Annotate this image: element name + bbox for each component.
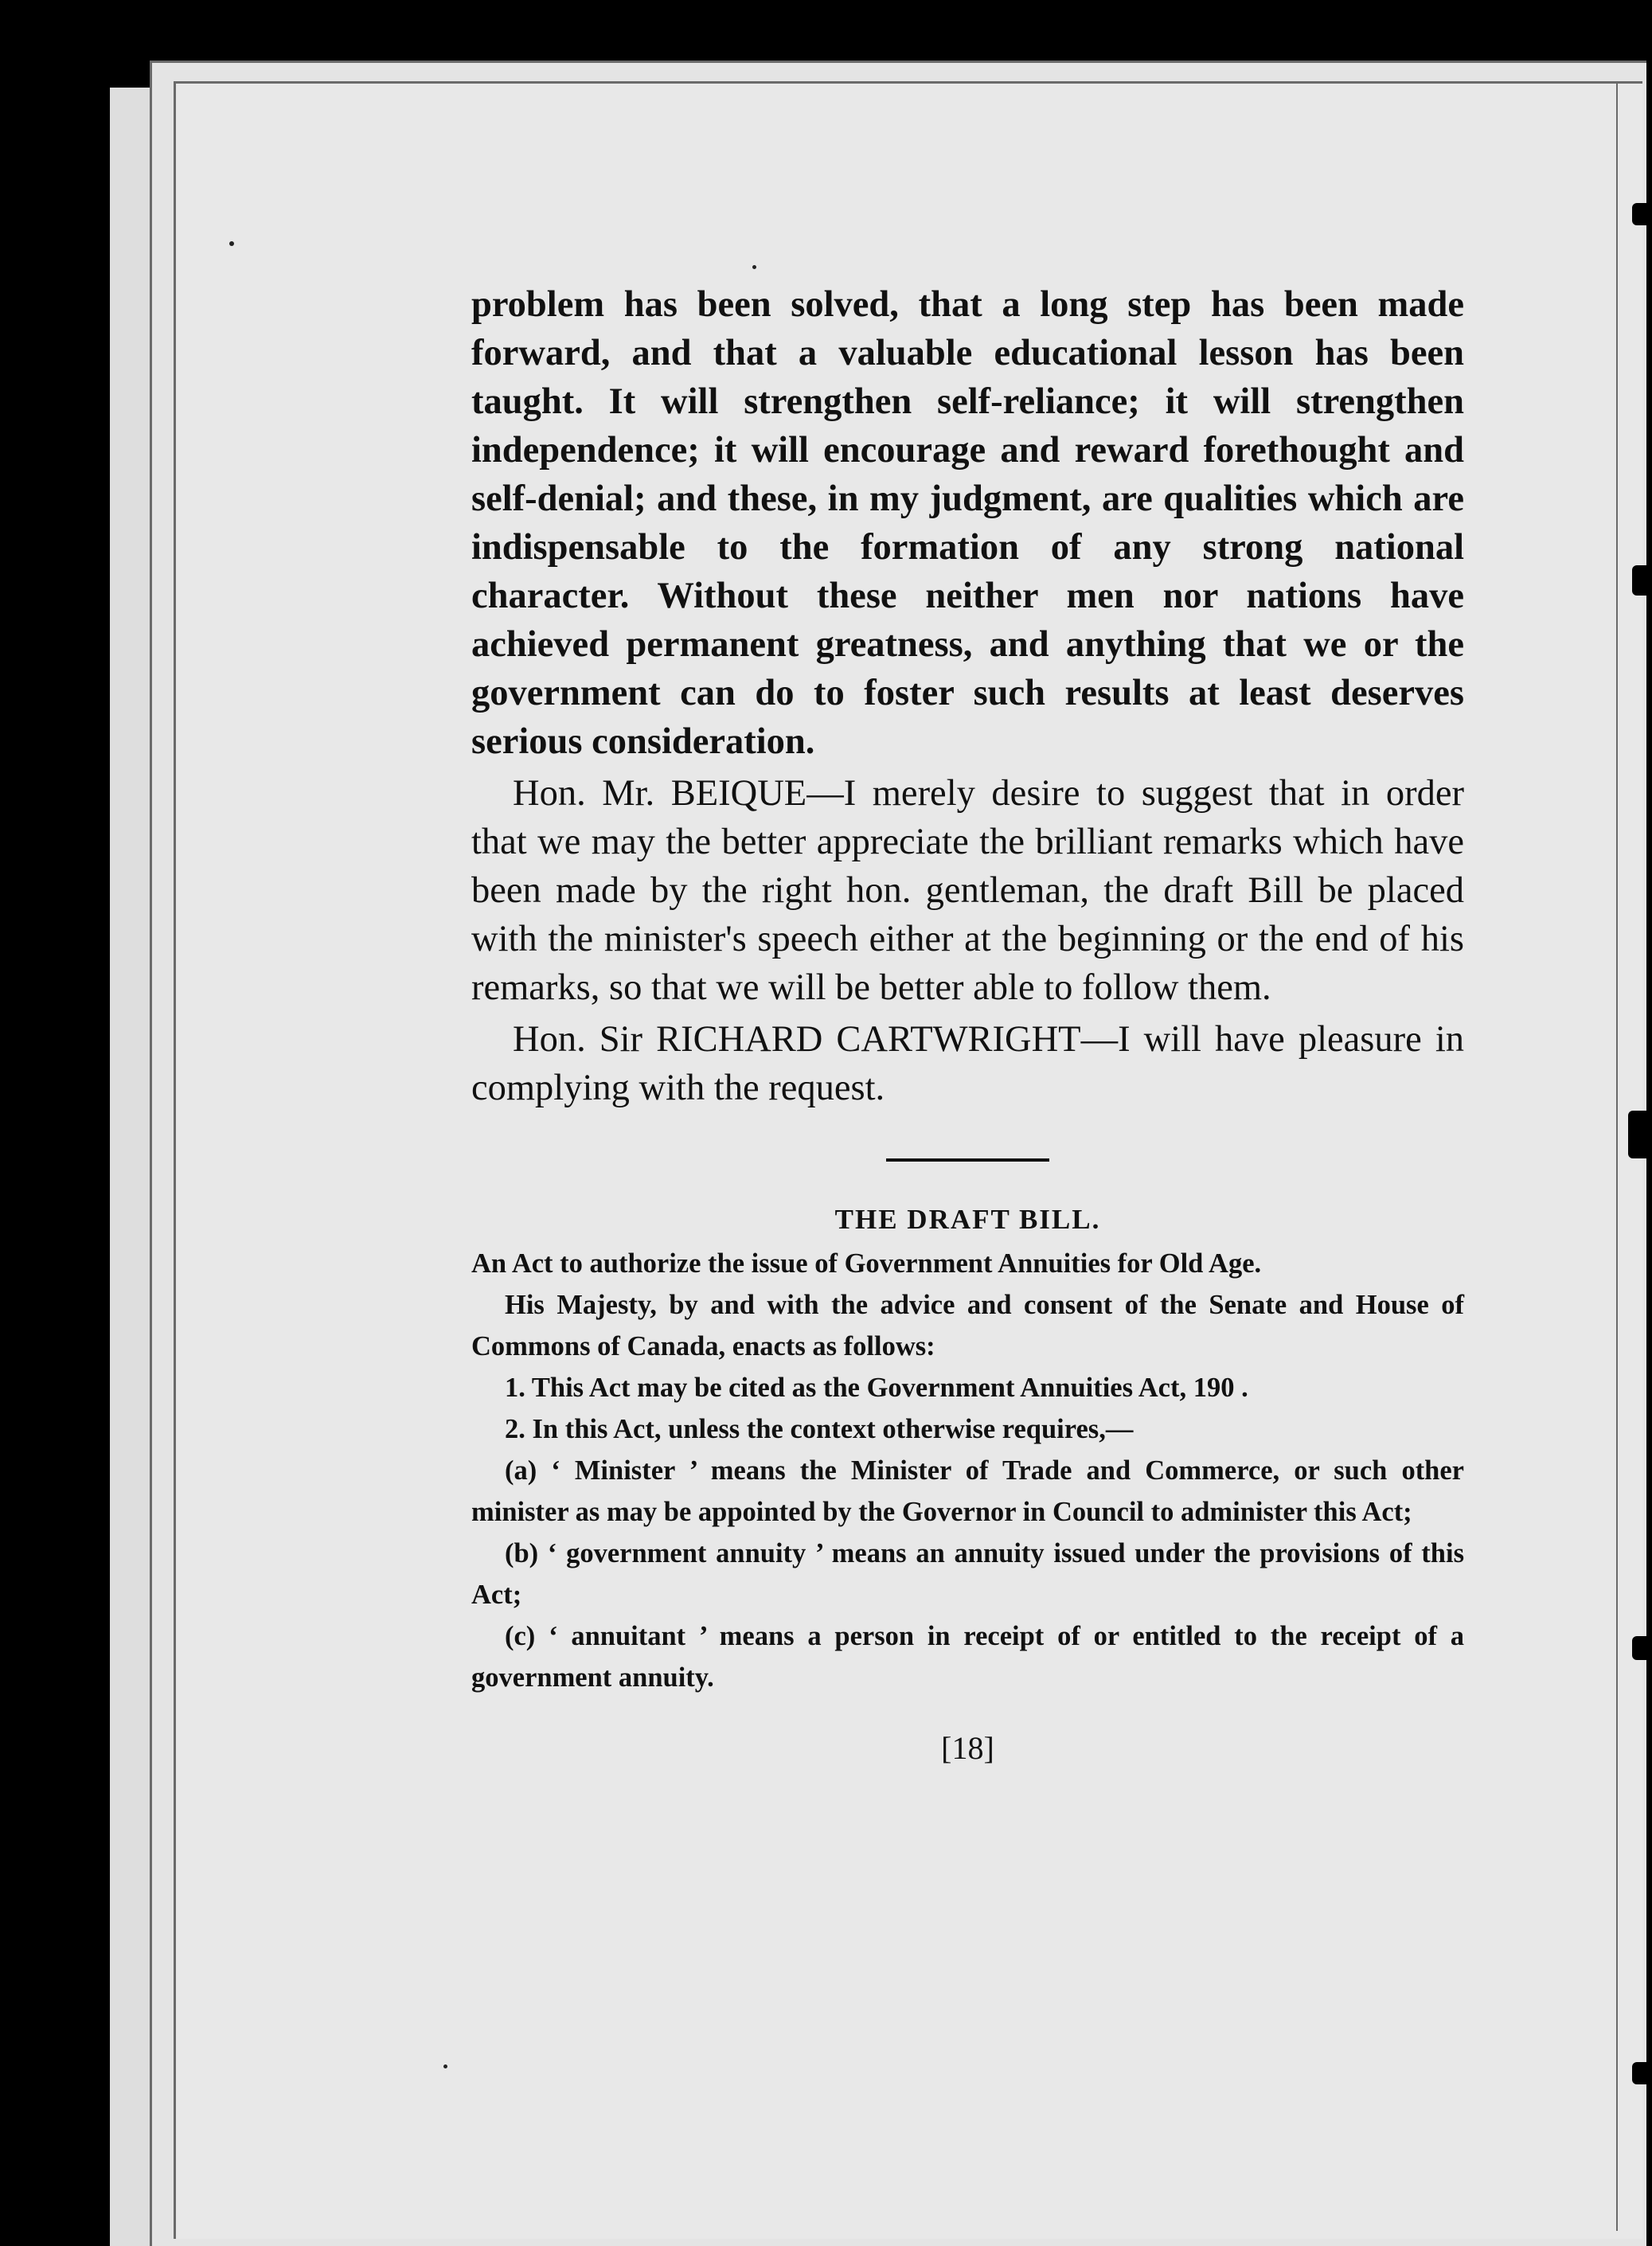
bill-section-1: 1. This Act may be cited as the Government Annuities Act, 190 .: [505, 1373, 1248, 1403]
page-edge-line-inner-top: [174, 81, 1642, 84]
ink-speck: [443, 2064, 447, 2068]
edge-notch: [1632, 203, 1652, 225]
bill-clause-b: (b) ‘ government annuity ’ means an annuity issued under the provisions of this Act;: [471, 1538, 1464, 1610]
edge-notch: [1628, 1111, 1652, 1158]
continuation-text: problem has been solved, that a long step has been made forward, and that a valuable educational lesson has been taught. It will strengthen self-reliance; it will strengthen independence; it will encourage and reward forethought and self-denial; and these, in my judgment, are qualities which are indispensable to the formation of any strong national character. Without these neither men nor nations have achieved permanent greatness, and anything that we or the government can do to foster such results at least deserves serious consideration.: [471, 284, 1464, 762]
edge-notch: [1632, 2062, 1652, 2084]
edge-notch: [1632, 1636, 1652, 1660]
section-divider: [886, 1158, 1049, 1162]
continuation-paragraph: [471, 280, 1464, 766]
bill-section-2: 2. In this Act, unless the context otherwise requires,—: [505, 1414, 1134, 1444]
draft-bill-body: [471, 1243, 1464, 1698]
page-content: [471, 280, 1464, 1768]
bill-long-title: An Act to authorize the issue of Government Annuities for Old Age.: [471, 1248, 1262, 1279]
bill-clause-c: (c) ‘ annuitant ’ means a person in receipt of or entitled to the receipt of a government annuity.: [471, 1621, 1464, 1693]
page-edge-line-right: [1616, 81, 1618, 2231]
page-edge-line-top: [150, 61, 1646, 63]
ink-speck: [229, 241, 234, 246]
bill-clause-a: (a) ‘ Minister ’ means the Minister of Trade and Commerce, or such other minister as may be appointed by the Governor in Council to administer this Act;: [471, 1455, 1464, 1527]
draft-bill-title: THE DRAFT BILL.: [834, 1204, 1101, 1235]
cartwright-text: Hon. Sir RICHARD CARTWRIGHT—I will have pleasure in complying with the request.: [471, 1019, 1464, 1108]
edge-notch: [1632, 565, 1652, 596]
page-edge-line-left: [174, 81, 176, 2239]
beique-speech: [471, 769, 1464, 1012]
page-number: [18]: [941, 1730, 994, 1766]
page-edge-line-outer-left: [150, 61, 152, 2246]
ink-speck: [752, 265, 756, 269]
beique-text: Hon. Mr. BEIQUE—I merely desire to suggest that in order that we may the better appreciate the brilliant remarks which have been made by the right hon. gentleman, the draft Bill be placed with the minister's speech either at the beginning or the end of his remarks, so that we will be better able to follow them.: [471, 773, 1464, 1008]
bill-enacting-clause: His Majesty, by and with the advice and consent of the Senate and House of Commons of Canada, enacts as follows:: [471, 1290, 1464, 1361]
cartwright-speech: [471, 1015, 1464, 1112]
